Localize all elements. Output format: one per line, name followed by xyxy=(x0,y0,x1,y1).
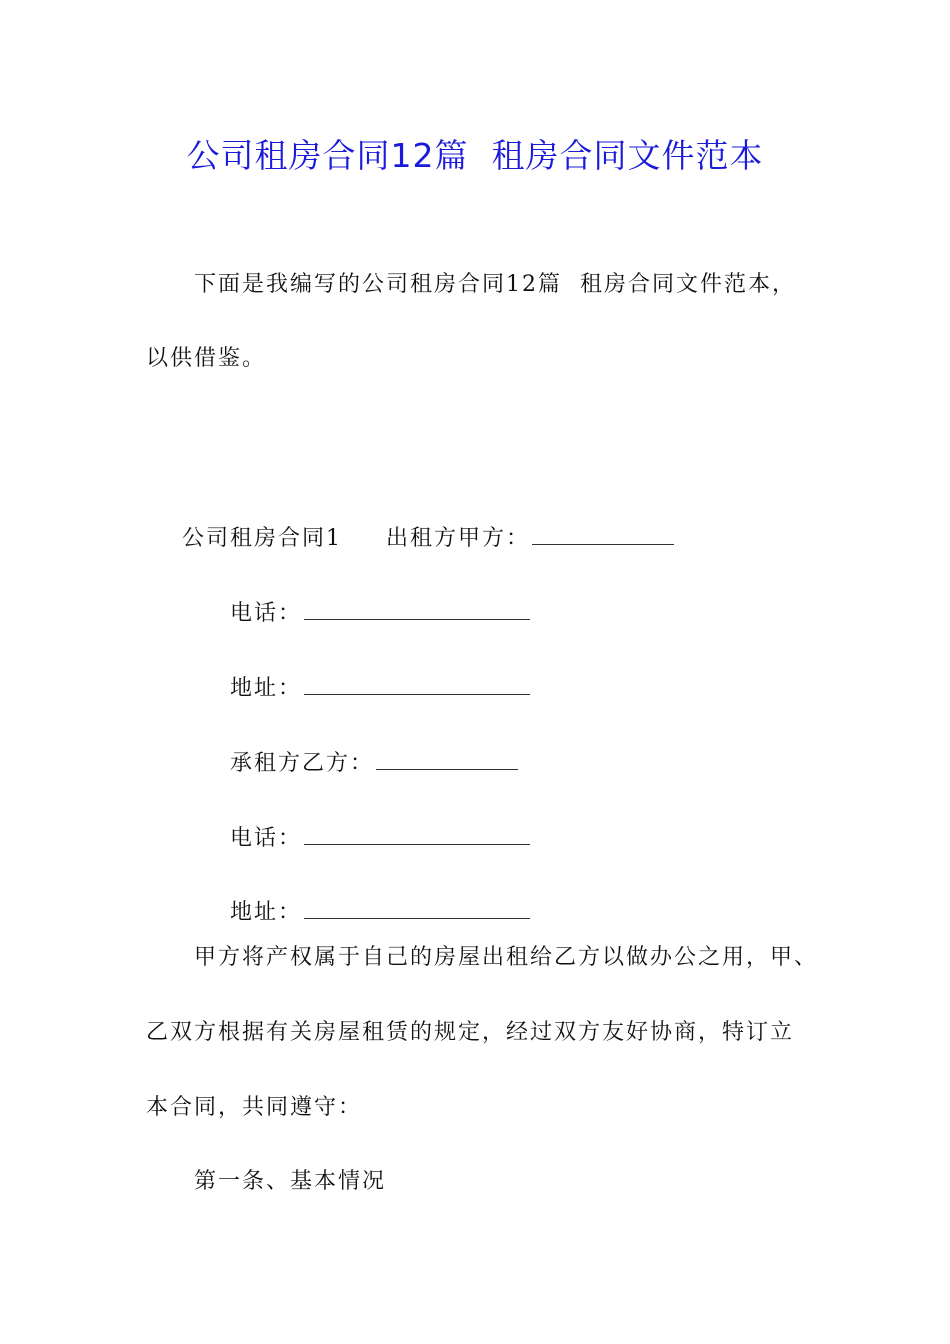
body-line-2: 乙双方根据有关房屋租赁的规定，经过双方友好协商，特订立 xyxy=(146,1020,795,1045)
lessee-label: 承租方乙方： xyxy=(229,751,374,776)
address-blank xyxy=(304,676,530,695)
address-label: 地址： xyxy=(229,676,302,701)
lessee-blank xyxy=(376,751,518,770)
address-label: 地址： xyxy=(229,900,302,925)
address-blank xyxy=(304,900,530,919)
phone-label: 电话： xyxy=(229,601,302,626)
intro-line-2: 以供借鉴。 xyxy=(146,346,267,371)
body-line-3: 本合同，共同遵守： xyxy=(146,1095,363,1120)
document-title: 公司租房合同12篇 租房合同文件范本 xyxy=(186,136,764,175)
phone-label: 电话： xyxy=(229,826,302,851)
contract-heading: 公司租房合同1 xyxy=(181,526,342,551)
phone-blank xyxy=(304,601,530,620)
lessor-label: 出租方甲方： xyxy=(385,526,530,551)
body-line-1: 甲方将产权属于自己的房屋出租给乙方以做办公之用，甲、 xyxy=(194,945,819,970)
article-1-heading: 第一条、基本情况 xyxy=(194,1169,387,1194)
intro-line-1: 下面是我编写的公司租房合同12篇 租房合同文件范本， xyxy=(194,272,796,297)
phone-blank xyxy=(304,826,530,845)
lessor-blank xyxy=(532,526,674,545)
